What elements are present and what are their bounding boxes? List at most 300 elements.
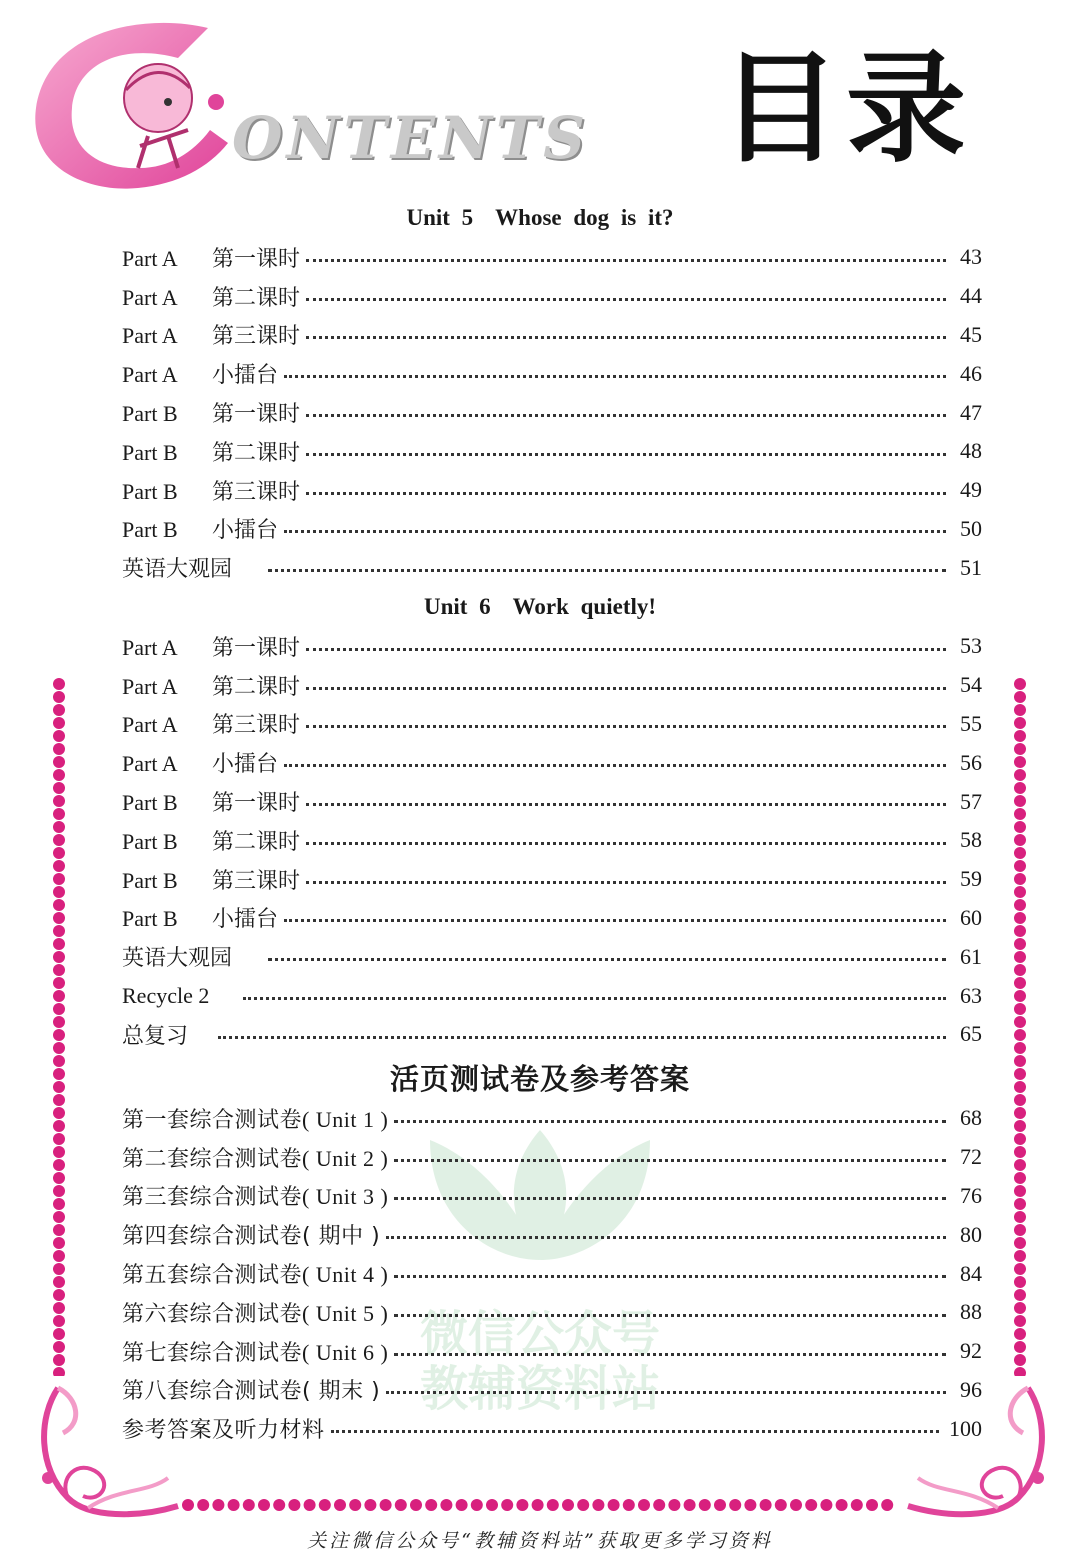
bead <box>1014 1289 1026 1301</box>
bead <box>53 847 65 859</box>
bead <box>53 769 65 781</box>
toc-label: 第一课时 <box>212 401 301 427</box>
leader-dots <box>284 528 946 533</box>
bead <box>1014 1068 1026 1080</box>
bead <box>851 1499 863 1511</box>
toc-entry[interactable] <box>122 1293 982 1332</box>
leader-dots <box>394 1273 946 1278</box>
toc-page: 84 <box>960 1260 982 1286</box>
leader-dots <box>394 1157 946 1162</box>
toc-part: Part A <box>122 712 178 738</box>
bead <box>1014 873 1026 885</box>
toc-entry[interactable] <box>122 705 982 744</box>
leader-dots <box>331 1428 939 1433</box>
toc-part: Part A <box>122 284 178 310</box>
toc-label: 第三课时 <box>212 712 301 738</box>
leader-dots <box>306 257 946 262</box>
bead <box>714 1499 726 1511</box>
toc-label: 第三课时 <box>212 323 301 349</box>
bead <box>1014 1107 1026 1119</box>
bead <box>1014 1198 1026 1210</box>
toc-entry[interactable] <box>122 666 982 705</box>
bead <box>471 1499 483 1511</box>
bead-border-left <box>51 676 67 1376</box>
toc-label: 第一课时 <box>212 245 301 271</box>
bead <box>53 1016 65 1028</box>
bead <box>1014 886 1026 898</box>
bead-border-bottom <box>180 1497 900 1513</box>
toc-entry[interactable] <box>122 899 982 938</box>
bead <box>1014 1367 1026 1376</box>
toc-page: 47 <box>960 399 982 425</box>
bead <box>790 1499 802 1511</box>
tests-toc <box>122 1099 982 1448</box>
bead <box>1014 1055 1026 1067</box>
toc-entry[interactable] <box>122 860 982 899</box>
bead <box>53 1172 65 1184</box>
toc-label: 第三套综合测试卷 <box>122 1185 303 1211</box>
bead <box>228 1499 240 1511</box>
bead <box>53 1224 65 1236</box>
toc-note: ( Unit 4 ) <box>302 1262 389 1288</box>
toc-label: 第一套综合测试卷 <box>122 1107 303 1133</box>
bead <box>1014 1237 1026 1249</box>
toc-entry[interactable] <box>122 1099 982 1138</box>
toc-page: 49 <box>960 477 982 503</box>
bead <box>53 1029 65 1041</box>
flourish-ornament-left <box>28 1378 188 1528</box>
toc-entry[interactable] <box>122 277 982 316</box>
toc-entry[interactable] <box>122 1254 982 1293</box>
bead <box>53 1120 65 1132</box>
toc-part: Part B <box>122 517 178 543</box>
toc-entry[interactable] <box>122 937 982 976</box>
bead <box>53 730 65 742</box>
bead <box>699 1499 711 1511</box>
toc-entry[interactable] <box>122 821 982 860</box>
toc-page: 63 <box>960 982 982 1008</box>
toc-part: Part B <box>122 828 178 854</box>
toc-label: Recycle 2 <box>122 982 210 1008</box>
bead <box>53 1159 65 1171</box>
bead <box>684 1499 696 1511</box>
watermark-text-2: 教辅资料站 <box>419 1361 661 1417</box>
bead <box>53 964 65 976</box>
bead <box>1014 821 1026 833</box>
toc-page: 50 <box>960 515 982 541</box>
toc-page: 92 <box>960 1338 982 1364</box>
toc-part: Part B <box>122 867 178 893</box>
toc-note: ( 期末 ) <box>302 1379 381 1405</box>
leader-dots <box>386 1234 946 1239</box>
bead <box>456 1499 468 1511</box>
toc-entry[interactable] <box>122 316 982 355</box>
bead <box>53 743 65 755</box>
toc-entry[interactable] <box>122 354 982 393</box>
toc-page: 53 <box>960 633 982 659</box>
bead <box>729 1499 741 1511</box>
bead <box>53 990 65 1002</box>
bead <box>53 1315 65 1327</box>
leader-dots <box>306 879 946 884</box>
bead <box>53 678 65 690</box>
leader-dots <box>306 840 946 845</box>
leader-dots <box>306 646 946 651</box>
toc-page: 45 <box>960 321 982 347</box>
bead <box>1014 717 1026 729</box>
bead <box>53 925 65 937</box>
bead <box>364 1499 376 1511</box>
bead <box>1014 899 1026 911</box>
unit5-heading <box>0 205 1080 231</box>
bead <box>273 1499 285 1511</box>
bead <box>53 1003 65 1015</box>
bead <box>258 1499 270 1511</box>
toc-page: 55 <box>960 710 982 736</box>
leader-dots <box>268 567 946 572</box>
toc-page: 56 <box>960 749 982 775</box>
bead <box>1014 1094 1026 1106</box>
bead <box>577 1499 589 1511</box>
toc-label: 第一课时 <box>212 634 301 660</box>
toc-part: Part A <box>122 673 178 699</box>
bead <box>243 1499 255 1511</box>
toc-label: 小擂台 <box>212 517 279 543</box>
toc-page: 48 <box>960 438 982 464</box>
toc-label: 英语大观园 <box>122 556 233 582</box>
bead <box>1014 795 1026 807</box>
tests-heading: 活页测试卷及参考答案 <box>389 1062 690 1096</box>
bead <box>53 1250 65 1262</box>
bead <box>53 1068 65 1080</box>
toc-label: 第二课时 <box>212 673 301 699</box>
toc-entry[interactable] <box>122 1409 982 1448</box>
bead <box>53 899 65 911</box>
bead <box>1014 1302 1026 1314</box>
unit5-number: Unit 5 <box>406 205 474 230</box>
bead <box>53 1328 65 1340</box>
toc-entry[interactable] <box>122 1177 982 1216</box>
toc-note: ( Unit 1 ) <box>302 1106 389 1132</box>
bead <box>881 1499 893 1511</box>
bead <box>1014 1263 1026 1275</box>
toc-label: 第八套综合测试卷 <box>122 1379 303 1405</box>
bead <box>1014 1120 1026 1132</box>
bead <box>53 938 65 950</box>
bead <box>623 1499 635 1511</box>
bead <box>1014 704 1026 716</box>
bead <box>775 1499 787 1511</box>
leader-dots <box>268 956 946 961</box>
bead <box>53 1341 65 1353</box>
toc-page: 44 <box>960 283 982 309</box>
toc-entry[interactable] <box>122 976 982 1015</box>
bead <box>1014 743 1026 755</box>
bead <box>53 1081 65 1093</box>
toc-page: 65 <box>960 1021 982 1047</box>
bead <box>53 1302 65 1314</box>
toc-entry[interactable] <box>122 1371 982 1410</box>
bead <box>53 1263 65 1275</box>
toc-page: 76 <box>960 1182 982 1208</box>
bead <box>53 873 65 885</box>
bead <box>668 1499 680 1511</box>
unit5-toc <box>122 238 982 587</box>
bead <box>304 1499 316 1511</box>
leader-dots <box>306 801 946 806</box>
bead <box>212 1499 224 1511</box>
bead <box>53 860 65 872</box>
toc-part: Part B <box>122 790 178 816</box>
leader-dots <box>306 296 946 301</box>
bead <box>744 1499 756 1511</box>
flourish-ornament-right <box>898 1378 1058 1528</box>
leader-dots <box>284 373 946 378</box>
toc-part: Part A <box>122 245 178 271</box>
toc-entry[interactable] <box>122 782 982 821</box>
bead <box>1014 1172 1026 1184</box>
bead <box>1014 769 1026 781</box>
bead <box>805 1499 817 1511</box>
bead <box>53 1367 65 1376</box>
bead <box>349 1499 361 1511</box>
bead <box>1014 1159 1026 1171</box>
bead <box>1014 1250 1026 1262</box>
bead <box>1014 1354 1026 1366</box>
bead <box>820 1499 832 1511</box>
bead <box>1014 1081 1026 1093</box>
bead <box>1014 1146 1026 1158</box>
toc-entry[interactable] <box>122 510 982 549</box>
toc-page: 100 <box>949 1415 982 1441</box>
leader-dots <box>394 1118 946 1123</box>
bead <box>53 808 65 820</box>
toc-part: Part A <box>122 323 178 349</box>
leader-dots <box>394 1312 946 1317</box>
bead <box>1014 678 1026 690</box>
bead <box>53 704 65 716</box>
toc-label: 第四套综合测试卷 <box>122 1224 303 1250</box>
toc-entry[interactable] <box>122 1015 982 1054</box>
leader-dots <box>284 762 946 767</box>
leader-dots <box>284 917 946 922</box>
toc-entry[interactable] <box>122 548 982 587</box>
toc-page: 59 <box>960 866 982 892</box>
header <box>0 0 1080 200</box>
toc-label: 小擂台 <box>212 751 279 777</box>
bead <box>53 1289 65 1301</box>
bead-border-right <box>1012 676 1028 1376</box>
bead <box>53 912 65 924</box>
bead <box>425 1499 437 1511</box>
bead <box>440 1499 452 1511</box>
leader-dots <box>218 1034 946 1039</box>
bead <box>501 1499 513 1511</box>
leader-dots <box>306 334 946 339</box>
bead <box>53 1237 65 1249</box>
toc-label: 第三课时 <box>212 867 301 893</box>
bead <box>1014 691 1026 703</box>
bead <box>288 1499 300 1511</box>
bead <box>53 977 65 989</box>
bead <box>547 1499 559 1511</box>
toc-label: 第七套综合测试卷 <box>122 1340 303 1366</box>
bead <box>395 1499 407 1511</box>
bead <box>53 717 65 729</box>
toc-page: 51 <box>960 554 982 580</box>
bead <box>1014 964 1026 976</box>
bead <box>1014 1211 1026 1223</box>
toc-note: ( Unit 5 ) <box>302 1300 389 1326</box>
watermark-text-1: 微信公众号 <box>419 1306 661 1362</box>
unit5-title: Whose dog is it? <box>495 205 674 230</box>
unit6-title: Work quietly! <box>512 594 657 619</box>
bead <box>53 1094 65 1106</box>
bead <box>53 886 65 898</box>
toc-note: ( Unit 2 ) <box>302 1145 389 1171</box>
bead <box>53 1107 65 1119</box>
toc-part: Part B <box>122 478 178 504</box>
toc-page: 54 <box>960 672 982 698</box>
toc-part: Part A <box>122 751 178 777</box>
bead <box>53 1354 65 1366</box>
bead <box>562 1499 574 1511</box>
bead <box>638 1499 650 1511</box>
bead <box>1014 1185 1026 1197</box>
toc-label: 第二套综合测试卷 <box>122 1146 303 1172</box>
bead <box>334 1499 346 1511</box>
bead <box>866 1499 878 1511</box>
toc-entry[interactable] <box>122 627 982 666</box>
bead <box>410 1499 422 1511</box>
toc-page: 57 <box>960 788 982 814</box>
bead <box>53 1276 65 1288</box>
bead <box>53 1133 65 1145</box>
toc-label: 第二课时 <box>212 439 301 465</box>
bead <box>592 1499 604 1511</box>
bead <box>1014 938 1026 950</box>
toc-part: Part B <box>122 439 178 465</box>
bead <box>53 1211 65 1223</box>
toc-label: 小擂台 <box>212 906 279 932</box>
toc-part: Part B <box>122 401 178 427</box>
bead <box>1014 782 1026 794</box>
toc-page: 58 <box>960 827 982 853</box>
toc-entry[interactable] <box>122 1138 982 1177</box>
leader-dots <box>306 723 946 728</box>
unit6-toc <box>122 627 982 1054</box>
bead <box>1014 860 1026 872</box>
bead <box>1014 730 1026 742</box>
bead <box>1014 847 1026 859</box>
toc-page: 80 <box>960 1221 982 1247</box>
toc-entry[interactable] <box>122 1332 982 1371</box>
bead <box>380 1499 392 1511</box>
bead <box>53 795 65 807</box>
toc-entry[interactable] <box>122 743 982 782</box>
bead <box>1014 1276 1026 1288</box>
toc-page: 46 <box>960 360 982 386</box>
bead <box>1014 1224 1026 1236</box>
bead <box>1014 1042 1026 1054</box>
contents-word: ONTENTS <box>232 104 589 172</box>
toc-label: 小擂台 <box>212 362 279 388</box>
toc-page: 96 <box>960 1376 982 1402</box>
bead <box>1014 1016 1026 1028</box>
bead <box>653 1499 665 1511</box>
toc-label: 第一课时 <box>212 790 301 816</box>
unit6-number: Unit 6 <box>423 594 491 619</box>
toc-entry[interactable] <box>122 238 982 277</box>
leader-dots <box>386 1389 946 1394</box>
toc-label: 第二课时 <box>212 284 301 310</box>
bead <box>1014 951 1026 963</box>
bead <box>53 1185 65 1197</box>
toc-entry[interactable] <box>122 432 982 471</box>
toc-note: ( Unit 3 ) <box>302 1184 389 1210</box>
unit6-heading <box>0 594 1080 620</box>
bead <box>53 756 65 768</box>
bead <box>760 1499 772 1511</box>
bead <box>319 1499 331 1511</box>
contents-logo-c <box>28 18 243 193</box>
bead <box>53 782 65 794</box>
leader-dots <box>243 995 946 1000</box>
leader-dots <box>306 685 946 690</box>
bead <box>1014 1341 1026 1353</box>
toc-part: Part A <box>122 362 178 388</box>
toc-label: 第三课时 <box>212 478 301 504</box>
bead <box>532 1499 544 1511</box>
bead <box>1014 912 1026 924</box>
bead <box>1014 1003 1026 1015</box>
bead <box>486 1499 498 1511</box>
toc-note: ( Unit 6 ) <box>302 1339 389 1365</box>
toc-entry[interactable] <box>122 393 982 432</box>
bead <box>1014 1328 1026 1340</box>
bead <box>1014 977 1026 989</box>
bead <box>836 1499 848 1511</box>
bead <box>53 1146 65 1158</box>
bead <box>1014 925 1026 937</box>
bead <box>516 1499 528 1511</box>
bead <box>53 821 65 833</box>
leader-dots <box>394 1351 946 1356</box>
toc-page: 88 <box>960 1299 982 1325</box>
bead <box>1014 756 1026 768</box>
toc-part: Part A <box>122 634 178 660</box>
bead <box>1014 990 1026 1002</box>
bead <box>53 691 65 703</box>
leader-dots <box>306 451 946 456</box>
toc-page: 60 <box>960 904 982 930</box>
bead <box>1014 1315 1026 1327</box>
toc-label: 参考答案及听力材料 <box>122 1418 325 1444</box>
bead <box>1014 808 1026 820</box>
toc-part: Part B <box>122 906 178 932</box>
toc-page: 68 <box>960 1105 982 1131</box>
toc-label: 第六套综合测试卷 <box>122 1301 303 1327</box>
bead <box>1014 1029 1026 1041</box>
toc-label: 总复习 <box>122 1022 189 1048</box>
bead <box>53 834 65 846</box>
bead <box>53 1055 65 1067</box>
toc-page: 61 <box>960 943 982 969</box>
toc-label: 第二课时 <box>212 828 301 854</box>
toc-entry[interactable] <box>122 471 982 510</box>
toc-label: 第五套综合测试卷 <box>122 1263 303 1289</box>
toc-entry[interactable] <box>122 1215 982 1254</box>
